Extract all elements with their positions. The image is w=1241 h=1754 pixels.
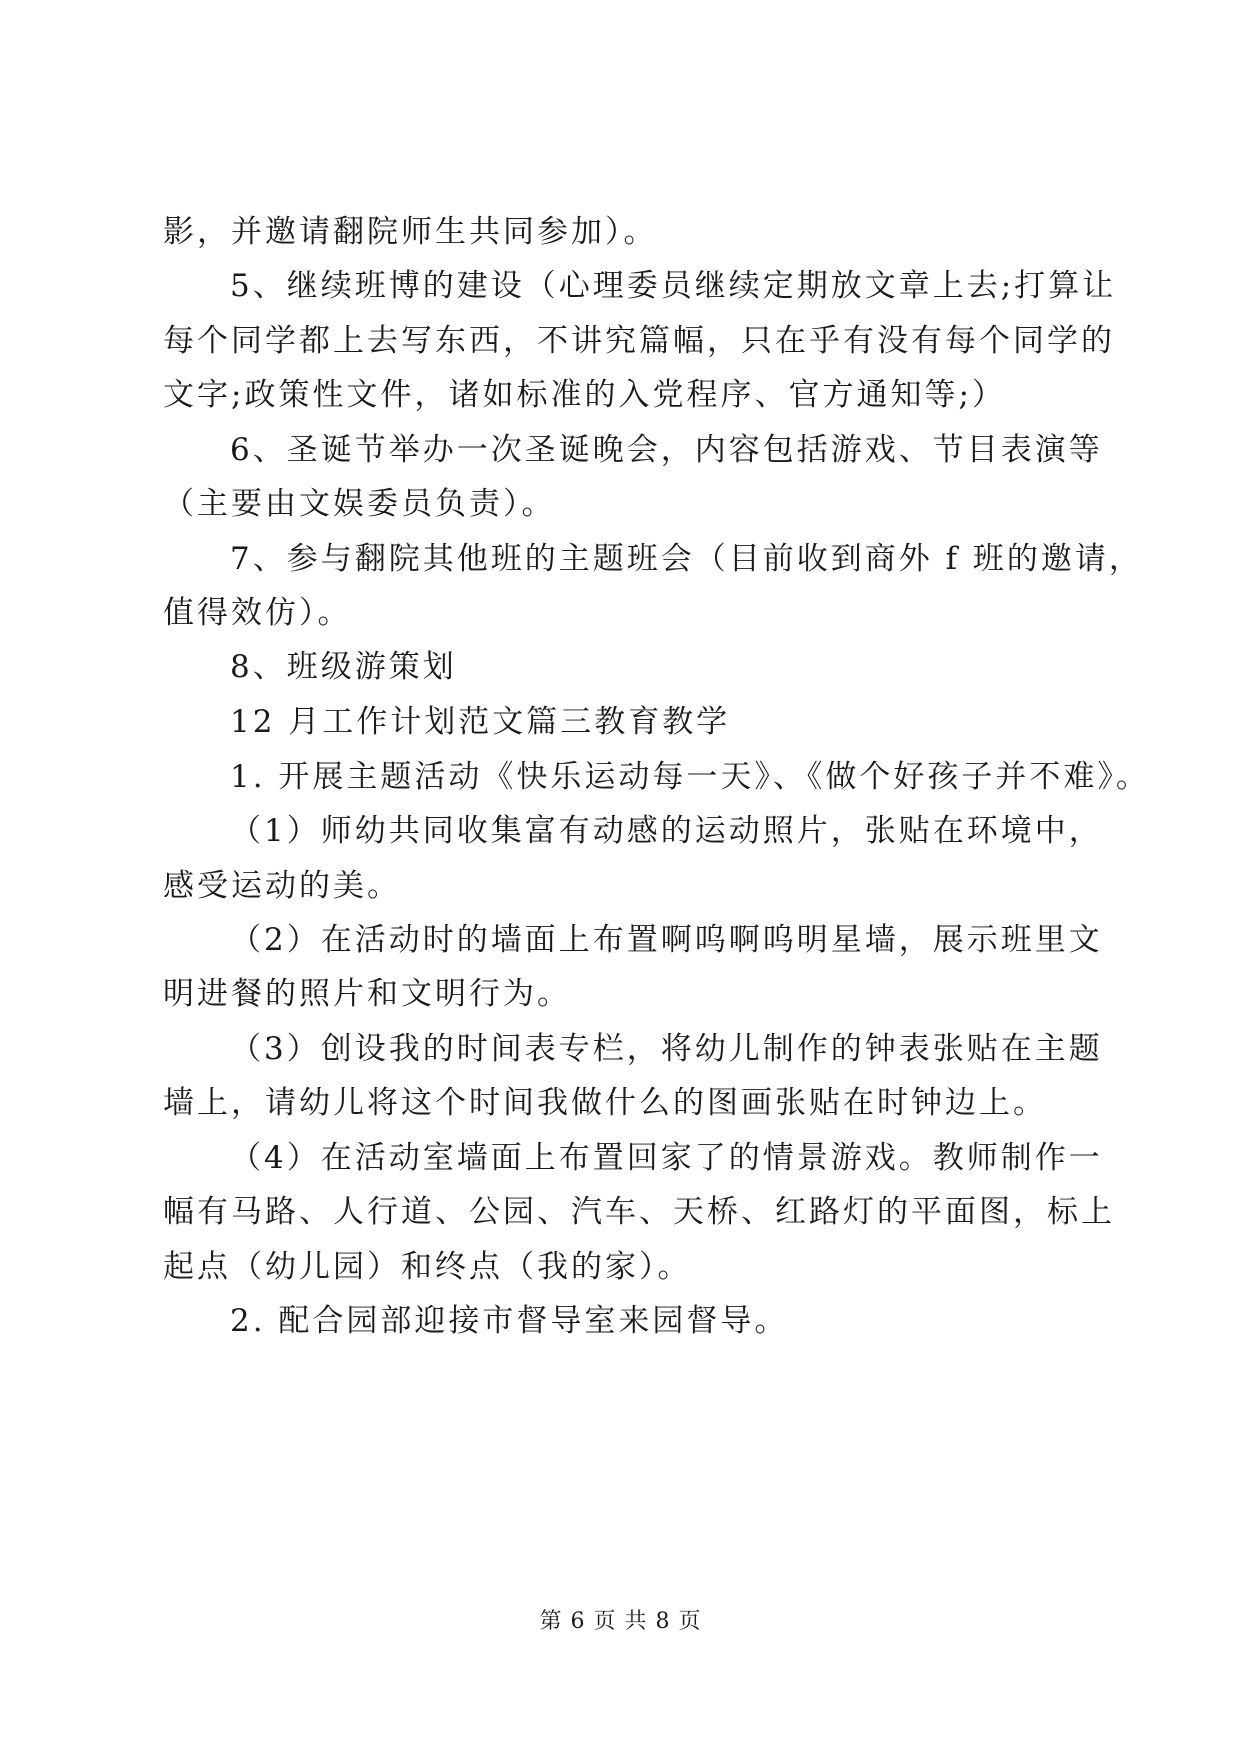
text-line: 2. 配合园部迎接市督导室来园督导。 [230,1303,789,1339]
text-line: 影，并邀请翻院师生共同参加）。 [163,214,658,250]
text-line: 7、参与翻院其他班的主题班会（目前收到商外 f 班的邀请， [230,541,1143,577]
text-line: 8、班级游策划 [230,649,457,685]
text-line: 幅有马路、人行道、公园、汽车、天桥、红路灯的平面图，标上 [163,1194,1115,1230]
text-line: 6、圣诞节举办一次圣诞晚会，内容包括游戏、节目表演等 [230,432,1103,468]
text-line: 每个同学都上去写东西，不讲究篇幅，只在乎有没有每个同学的 [163,323,1115,359]
text-line: 墙上，请幼儿将这个时间我做什么的图画张贴在时钟边上。 [163,1085,1047,1121]
text-line: 感受运动的美。 [163,868,401,904]
text-line: （主要由文娱委员负责）。 [163,486,556,522]
text-line: （2）在活动时的墙面上布置啊呜啊呜明星墙，展示班里文 [230,922,1103,958]
text-line: 明进餐的照片和文明行为。 [163,976,571,1012]
text-line: 起点（幼儿园）和终点（我的家）。 [163,1249,692,1285]
text-line: （3）创设我的时间表专栏，将幼儿制作的钟表张贴在主题 [230,1031,1103,1067]
section-heading: 12 月工作计划范文篇三教育教学 [230,704,731,740]
text-line: 5、继续班博的建设（心理委员继续定期放文章上去;打算让 [230,268,1117,304]
text-line: 值得效仿）。 [163,595,352,631]
page-footer: 第 6 页 共 8 页 [539,1609,702,1634]
text-line: 文字;政策性文件，诸如标准的入党程序、官方通知等;） [163,377,1006,413]
text-line: （4）在活动室墙面上布置回家了的情景游戏。教师制作一 [230,1140,1103,1176]
text-line: 1. 开展主题活动《快乐运动每一天》、《做个好孩子并不难》。 [230,759,1150,795]
text-line: （1）师幼共同收集富有动感的运动照片，张贴在环境中， [230,813,1103,849]
